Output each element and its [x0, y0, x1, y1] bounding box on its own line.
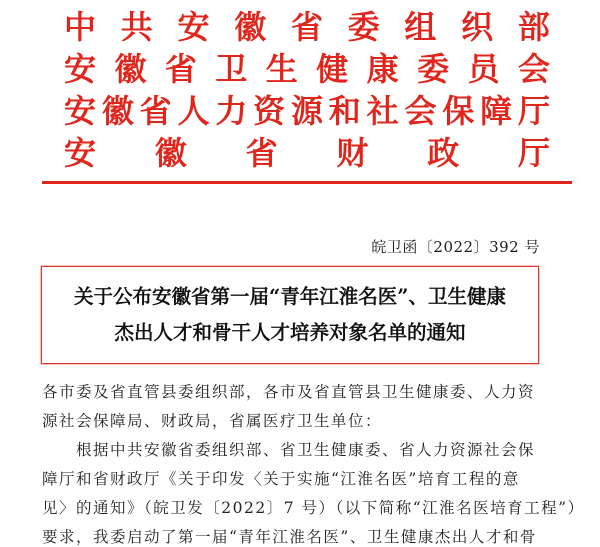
body-line: 见〉的通知》（皖卫发〔2022〕7 号）（以下简称“江淮名医培育工程”） — [42, 499, 585, 517]
body-line: 源社会保障局、财政局，省属医疗卫生单位： — [42, 412, 383, 430]
body-line: 根据中共安徽省委组织部、省卫生健康委、省人力资源社会保 — [42, 441, 536, 459]
body-line: 障厅和省财政厅《关于印发〈关于实施“江淮名医”培育工程的意 — [42, 470, 520, 488]
issuing-authorities — [64, 6, 550, 174]
issuer-provincial-party-organization-department: 中 共 安 徽 省 委 组 织 部 — [64, 8, 550, 46]
issuer-provincial-health-commission: 安 徽 省 卫 生 健 康 委 员 会 — [64, 50, 550, 88]
document-title-box — [41, 266, 539, 364]
issuer-provincial-human-resources-department: 安 徽 省 人 力 资 源 和 社 会 保 障 厅 — [64, 92, 550, 130]
header-red-rule — [42, 181, 572, 184]
document-title-line-2: 杰出人才和骨干人才培养对象名单的通知 — [114, 321, 466, 344]
issuer-provincial-finance-department: 安 徽 省 财 政 厅 — [64, 134, 550, 172]
body-line: 各市委及省直管县委组织部，各市及省直管县卫生健康委、人力资 — [42, 383, 536, 401]
document-number: 皖卫函〔2022〕392 号 — [371, 238, 540, 256]
body-line: 要求，我委启动了第一届“青年江淮名医”、卫生健康杰出人才和骨 — [42, 528, 537, 546]
document-title-line-1: 关于公布安徽省第一届“青年江淮名医”、卫生健康 — [74, 285, 506, 308]
